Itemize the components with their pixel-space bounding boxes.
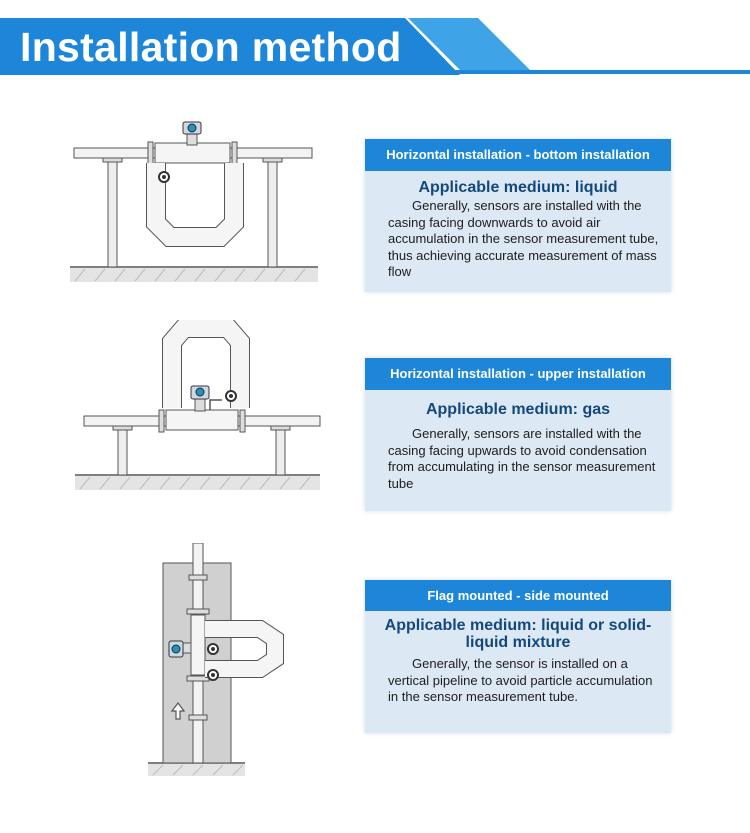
card-body [365, 426, 671, 492]
card-heading: Horizontal installation - bottom installation [365, 139, 671, 171]
card-body-text: Generally, sensors are installed with the casing facing downwards to avoid air accumulation in the sensor measurement tube, thus achieving accurate measurement of mass flow [388, 198, 659, 280]
header-banner [0, 0, 750, 80]
card-body-text: Generally, sensors are installed with the casing facing upwards to avoid condensation from accumulating in the sensor measurement tube [388, 426, 656, 491]
side-mounted-diagram [145, 543, 295, 778]
card-body [365, 198, 671, 281]
page-title: Installation method [20, 24, 402, 70]
info-card-side-mounted [365, 580, 671, 733]
info-card-upper-installation [365, 358, 671, 511]
card-subtitle: Applicable medium: gas [425, 401, 611, 418]
card-heading: Horizontal installation - upper installation [365, 358, 671, 390]
card-heading: Flag mounted - side mounted [365, 580, 671, 611]
card-subtitle: Applicable medium: liquid or solid-liquid mixture [384, 617, 652, 651]
card-subtitle: Applicable medium: liquid [418, 179, 618, 196]
card-body-text: Generally, the sensor is installed on a vertical pipeline to avoid particle accumulation in the sensor measurement tube. [388, 656, 653, 705]
bottom-installation-diagram [70, 115, 320, 290]
card-body [365, 656, 671, 706]
upper-installation-diagram [70, 320, 325, 495]
info-card-bottom-installation [365, 139, 671, 292]
